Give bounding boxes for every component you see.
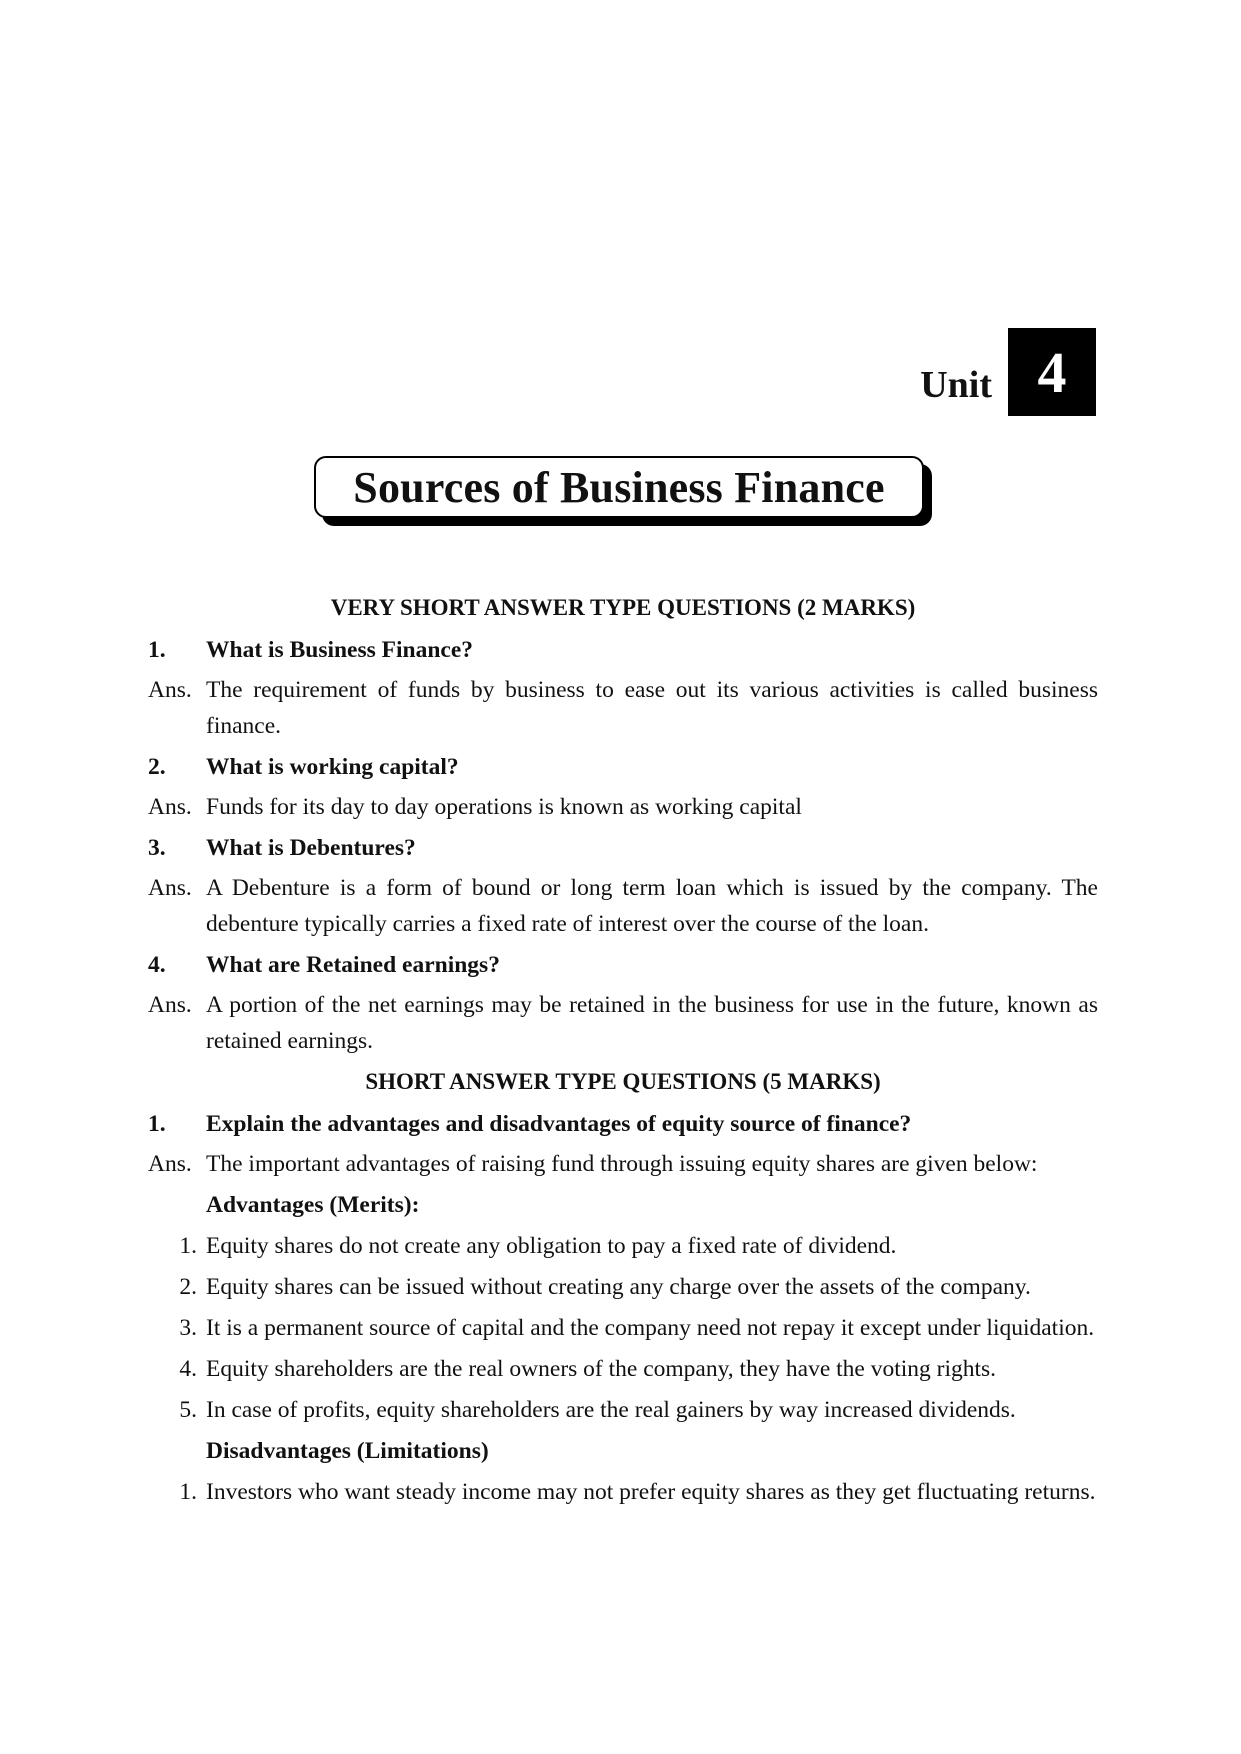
answer-row [148, 1146, 1098, 1182]
qa-item [148, 830, 1098, 942]
question-number: 3. [148, 835, 166, 861]
answer-row [148, 870, 1098, 942]
question-number: 1. [148, 1111, 166, 1137]
answer-row [148, 672, 1098, 744]
answer-label: Ans. [148, 794, 192, 820]
list-item [148, 1269, 1098, 1305]
answer-text: The requirement of funds by business to ease out its various activities is called business finance. [206, 677, 1098, 739]
page-content [148, 590, 1098, 1515]
list-number: 4. [179, 1356, 197, 1382]
answer-label: Ans. [148, 875, 192, 901]
question-number: 2. [148, 754, 166, 780]
question-row [148, 947, 1098, 983]
list-item [148, 1351, 1098, 1387]
answer-text: A portion of the net earnings may be retained in the business for use in the future, known as retained earnings. [206, 992, 1098, 1054]
question-text: What is working capital? [206, 754, 459, 780]
advantages-heading: Advantages (Merits): [206, 1192, 420, 1218]
question-text: Explain the advantages and disadvantages of equity source of finance? [206, 1111, 912, 1137]
list-number: 3. [179, 1315, 197, 1341]
question-number: 1. [148, 637, 166, 663]
list-text: It is a permanent source of capital and the company need not repay it except under liquidation. [206, 1315, 1095, 1341]
list-item [148, 1310, 1098, 1346]
answer-label: Ans. [148, 1151, 192, 1177]
answer-text: Funds for its day to day operations is known as working capital [206, 794, 802, 820]
unit-header [920, 328, 1096, 416]
question-row [148, 632, 1098, 668]
answer-row [148, 987, 1098, 1059]
list-number: 1. [179, 1233, 197, 1259]
list-text: Investors who want steady income may not prefer equity shares as they get fluctuating returns. [206, 1479, 1096, 1505]
question-row [148, 1106, 1098, 1142]
question-number: 4. [148, 952, 166, 978]
list-item [148, 1392, 1098, 1428]
question-text: What are Retained earnings? [206, 952, 500, 978]
list-item [148, 1474, 1098, 1510]
unit-label: Unit [920, 364, 992, 406]
list-text: Equity shares do not create any obligation to pay a fixed rate of dividend. [206, 1233, 897, 1259]
section-heading-very-short: VERY SHORT ANSWER TYPE QUESTIONS (2 MARKS) [330, 595, 916, 620]
disadvantages-heading: Disadvantages (Limitations) [206, 1438, 489, 1464]
unit-number-badge: 4 [1008, 328, 1096, 416]
answer-label: Ans. [148, 992, 192, 1018]
list-number: 2. [179, 1274, 197, 1300]
answer-row [148, 789, 1098, 825]
list-text: In case of profits, equity shareholders are the real gainers by way increased dividends. [206, 1397, 1016, 1423]
list-number: 1. [179, 1479, 197, 1505]
qa-item [148, 947, 1098, 1059]
list-text: Equity shareholders are the real owners of the company, they have the voting rights. [206, 1356, 997, 1382]
chapter-title: Sources of Business Finance [314, 456, 924, 518]
question-row [148, 830, 1098, 866]
answer-label: Ans. [148, 677, 192, 703]
answer-text: The important advantages of raising fund through issuing equity shares are given below: [206, 1151, 1038, 1177]
chapter-title-banner [314, 456, 924, 518]
question-row [148, 749, 1098, 785]
question-text: What is Business Finance? [206, 637, 474, 663]
qa-item [148, 632, 1098, 744]
answer-text: A Debenture is a form of bound or long term loan which is issued by the company. The debenture typically carries a fixed rate of interest over the course of the loan. [206, 875, 1098, 937]
list-number: 5. [179, 1397, 197, 1423]
list-text: Equity shares can be issued without creating any charge over the assets of the company. [206, 1274, 1031, 1300]
section-heading-short: SHORT ANSWER TYPE QUESTIONS (5 MARKS) [365, 1069, 881, 1094]
question-text: What is Debentures? [206, 835, 416, 861]
qa-item [148, 749, 1098, 825]
list-item [148, 1228, 1098, 1264]
